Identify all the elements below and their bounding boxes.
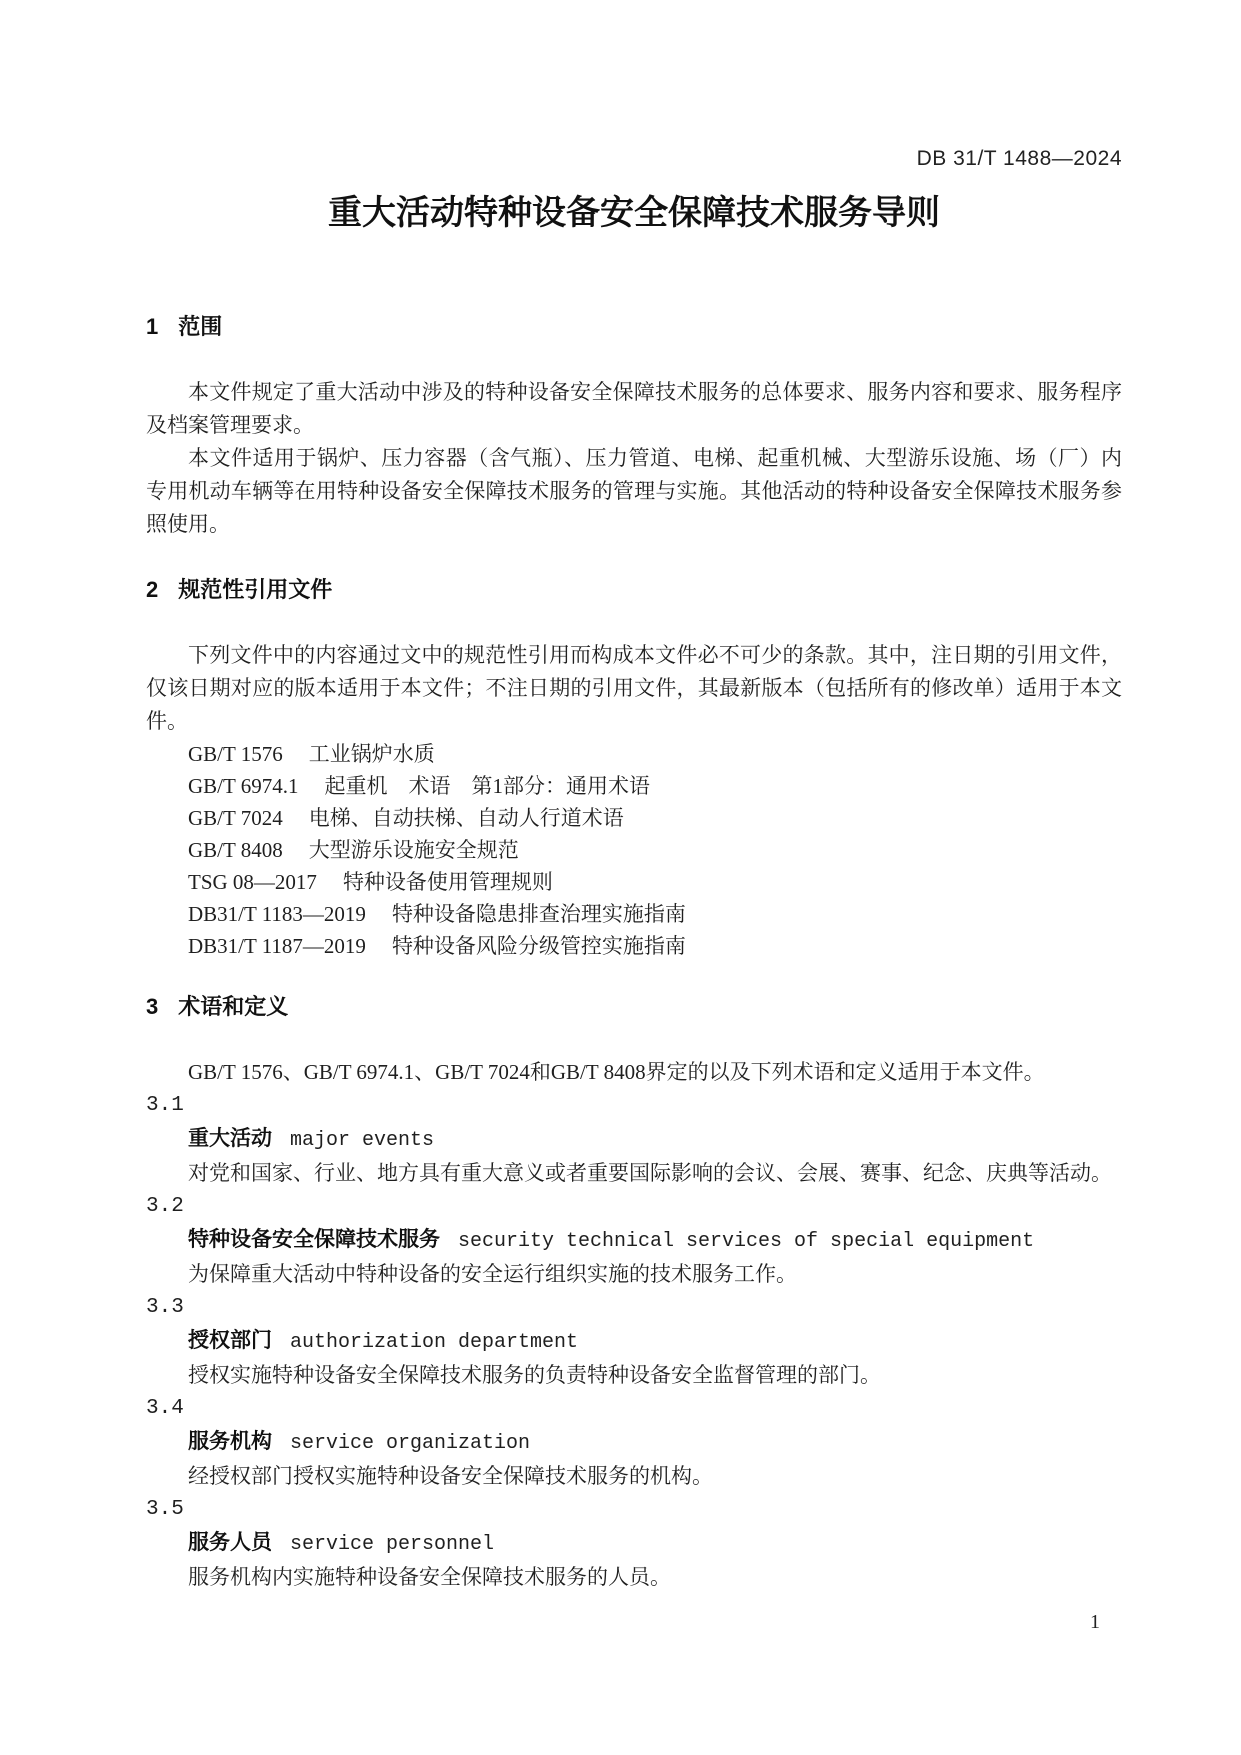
term-name-line bbox=[146, 1526, 1122, 1561]
section-2-title: 规范性引用文件 bbox=[178, 577, 333, 602]
reference-title: 起重机 术语 第1部分：通用术语 bbox=[324, 774, 650, 798]
reference-item bbox=[146, 834, 1122, 866]
reference-code: DB31/T 1187—2019 bbox=[188, 934, 366, 958]
document-title: 重大活动特种设备安全保障技术服务导则 bbox=[328, 194, 940, 232]
term-name-zh: 重大活动 bbox=[188, 1127, 272, 1150]
reference-item bbox=[146, 802, 1122, 834]
section-3-body bbox=[146, 1056, 1122, 1594]
page-number: 1 bbox=[1090, 1611, 1100, 1633]
term-name-en: authorization department bbox=[290, 1331, 579, 1354]
term-entry bbox=[146, 1190, 1122, 1291]
term-entry bbox=[146, 1089, 1122, 1190]
term-name-line bbox=[146, 1223, 1122, 1258]
terms-intro: GB/T 1576、GB/T 6974.1、GB/T 7024和GB/T 8408界定的以及下列术语和定义适用于本文件。 bbox=[188, 1060, 1045, 1084]
section-2-number: 2 bbox=[146, 577, 159, 602]
term-number: 3.5 bbox=[146, 1498, 184, 1521]
references-intro: 下列文件中的内容通过文中的规范性引用而构成本文件必不可少的条款。其中，注日期的引用文件，仅该日期对应的版本适用于本文件；不注日期的引用文件，其最新版本（包括所有的修改单）适用于本文件。 bbox=[146, 643, 1122, 733]
section-1-body bbox=[146, 376, 1122, 541]
term-name-zh: 特种设备安全保障技术服务 bbox=[188, 1228, 440, 1251]
term-definition: 为保障重大活动中特种设备的安全运行组织实施的技术服务工作。 bbox=[188, 1262, 797, 1286]
term-name-line bbox=[146, 1122, 1122, 1157]
term-number: 3.1 bbox=[146, 1094, 184, 1117]
section-1-title: 范围 bbox=[178, 314, 223, 339]
reference-item bbox=[146, 898, 1122, 930]
scope-paragraph-1: 本文件规定了重大活动中涉及的特种设备安全保障技术服务的总体要求、服务内容和要求、服务程序及档案管理要求。 bbox=[146, 380, 1122, 437]
reference-code: TSG 08—2017 bbox=[188, 870, 317, 894]
scope-paragraph-2: 本文件适用于锅炉、压力容器（含气瓶）、压力管道、电梯、起重机械、大型游乐设施、场（厂）内专用机动车辆等在用特种设备安全保障技术服务的管理与实施。其他活动的特种设备安全保障技术服务参照使用。 bbox=[146, 446, 1122, 536]
reference-title: 电梯、自动扶梯、自动人行道术语 bbox=[308, 806, 624, 830]
term-name-en: service organization bbox=[290, 1432, 531, 1455]
reference-item bbox=[146, 738, 1122, 770]
term-number: 3.2 bbox=[146, 1195, 184, 1218]
reference-code: GB/T 1576 bbox=[188, 742, 283, 766]
reference-code: DB31/T 1183—2019 bbox=[188, 902, 366, 926]
reference-title: 大型游乐设施安全规范 bbox=[308, 838, 519, 862]
reference-code: GB/T 6974.1 bbox=[188, 774, 299, 798]
reference-item bbox=[146, 866, 1122, 898]
terms-list bbox=[146, 1089, 1122, 1594]
reference-code: GB/T 7024 bbox=[188, 806, 283, 830]
term-entry bbox=[146, 1291, 1122, 1392]
term-number: 3.3 bbox=[146, 1296, 184, 1319]
term-entry bbox=[146, 1493, 1122, 1594]
reference-title: 特种设备使用管理规则 bbox=[342, 870, 553, 894]
term-entry bbox=[146, 1392, 1122, 1493]
standard-code: DB 31/T 1488—2024 bbox=[916, 147, 1122, 170]
section-2-body bbox=[146, 639, 1122, 962]
term-definition: 授权实施特种设备安全保障技术服务的负责特种设备安全监督管理的部门。 bbox=[188, 1363, 881, 1387]
term-name-en: major events bbox=[290, 1129, 435, 1152]
reference-item bbox=[146, 770, 1122, 802]
term-name-line bbox=[146, 1425, 1122, 1460]
term-name-en: security technical services of special equipment bbox=[458, 1230, 1035, 1253]
term-definition: 服务机构内实施特种设备安全保障技术服务的人员。 bbox=[188, 1565, 671, 1589]
reference-title: 特种设备隐患排查治理实施指南 bbox=[391, 902, 686, 926]
section-2-heading bbox=[146, 577, 1122, 603]
term-name-line bbox=[146, 1324, 1122, 1359]
reference-list bbox=[146, 738, 1122, 962]
reference-title: 工业锅炉水质 bbox=[308, 742, 435, 766]
section-1-heading bbox=[146, 314, 1122, 340]
term-name-zh: 授权部门 bbox=[188, 1329, 272, 1352]
term-definition: 对党和国家、行业、地方具有重大意义或者重要国际影响的会议、会展、赛事、纪念、庆典等活动。 bbox=[188, 1161, 1112, 1185]
section-3-number: 3 bbox=[146, 994, 159, 1019]
reference-item bbox=[146, 930, 1122, 962]
term-definition: 经授权部门授权实施特种设备安全保障技术服务的机构。 bbox=[188, 1464, 713, 1488]
term-name-en: service personnel bbox=[290, 1533, 495, 1556]
section-1-number: 1 bbox=[146, 314, 159, 339]
reference-title: 特种设备风险分级管控实施指南 bbox=[391, 934, 686, 958]
term-name-zh: 服务人员 bbox=[188, 1531, 272, 1554]
reference-code: GB/T 8408 bbox=[188, 838, 283, 862]
section-3-title: 术语和定义 bbox=[178, 994, 289, 1019]
term-name-zh: 服务机构 bbox=[188, 1430, 272, 1453]
section-3-heading bbox=[146, 994, 1122, 1020]
term-number: 3.4 bbox=[146, 1397, 184, 1420]
